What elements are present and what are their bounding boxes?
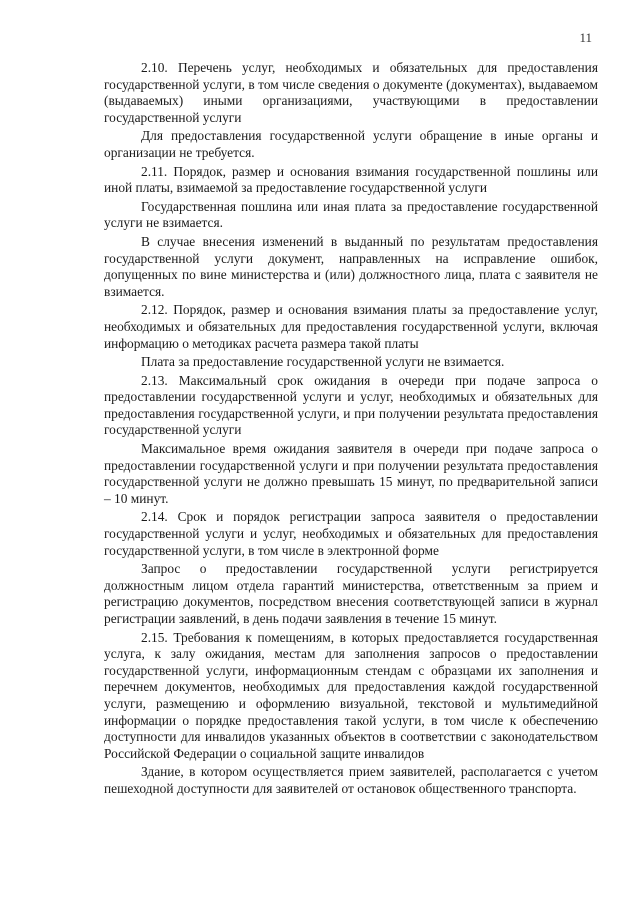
section-2-14-heading: 2.14. Срок и порядок регистрации запроса заявителя о предоставлении государственной услуги и услуг, необходимых и обязательных для предоставления государственной услуги, в том числе в электронной форме [104,509,598,558]
paragraph: Государственная пошлина или иная плата за предоставление государственной услуги не взимается. [104,198,598,231]
section-2-13-heading: 2.13. Максимальный срок ожидания в очереди при подаче запроса о предоставлении государственной услуги и услуг, необходимых и обязательных для предоставления государственной услуги, и при получении результата предоставления государственной услуги [104,372,598,438]
section-2-10-heading: 2.10. Перечень услуг, необходимых и обязательных для предоставления государственной услуги, в том числе сведения о документе (документах), выдаваемом (выдаваемых) иными организациями, участвующими в предоставлении государственной услуги [104,60,598,125]
section-2-15-heading: 2.15. Требования к помещениям, в которых предоставляется государственная услуга, к залу ожидания, местам для заполнения запросов о предоставлении государственной услуги, информационным стендам с образцами их заполнения и перечнем документов, необходимых для предоставления каждой государственной услуги, размещению и оформлению визуальной, текстовой и мультимедийной информации о порядке предоставления такой услуги, в том числе к обеспечению доступности для инвалидов указанных объектов в соответствии с законодательством Российской Федерации о социальной защите инвалидов [104,629,598,761]
section-2-11-heading: 2.11. Порядок, размер и основания взимания государственной пошлины или иной платы, взимаемой за предоставление государственной услуги [104,163,598,196]
document-body [104,60,598,800]
paragraph: Для предоставления государственной услуги обращение в иные органы и организации не требуется. [104,128,598,160]
paragraph: Запрос о предоставлении государственной услуги регистрируется должностным лицом отдела гарантий министерства, ответственным за прием и регистрацию документов, посредством внесения соответствующей записи в журнал регистрации заявлений, в день подачи заявления в течение 15 минут. [104,561,598,626]
paragraph: Плата за предоставление государственной услуги не взимается. [141,354,505,370]
page-number: 11 [579,30,592,45]
paragraph: Максимальное время ожидания заявителя в очереди при подаче запроса о предоставлении государственной услуги и при получении результата предоставления государственной услуги не должно превышать 15 минут, по предварительной записи – 10 минут. [104,441,598,506]
section-2-12-heading: 2.12. Порядок, размер и основания взимания платы за предоставление услуг, необходимых и обязательных для предоставления государственной услуги, включая информацию о методиках расчета размера такой платы [104,302,598,351]
paragraph: Здание, в котором осуществляется прием заявителей, располагается с учетом пешеходной доступности для заявителей от остановок общественного транспорта. [104,764,598,796]
paragraph: В случае внесения изменений в выданный по результатам предоставления государственной услуги документ, направленных на исправление ошибок, допущенных по вине министерства и (или) должностного лица, плата с заявителя не взимается. [104,233,598,299]
